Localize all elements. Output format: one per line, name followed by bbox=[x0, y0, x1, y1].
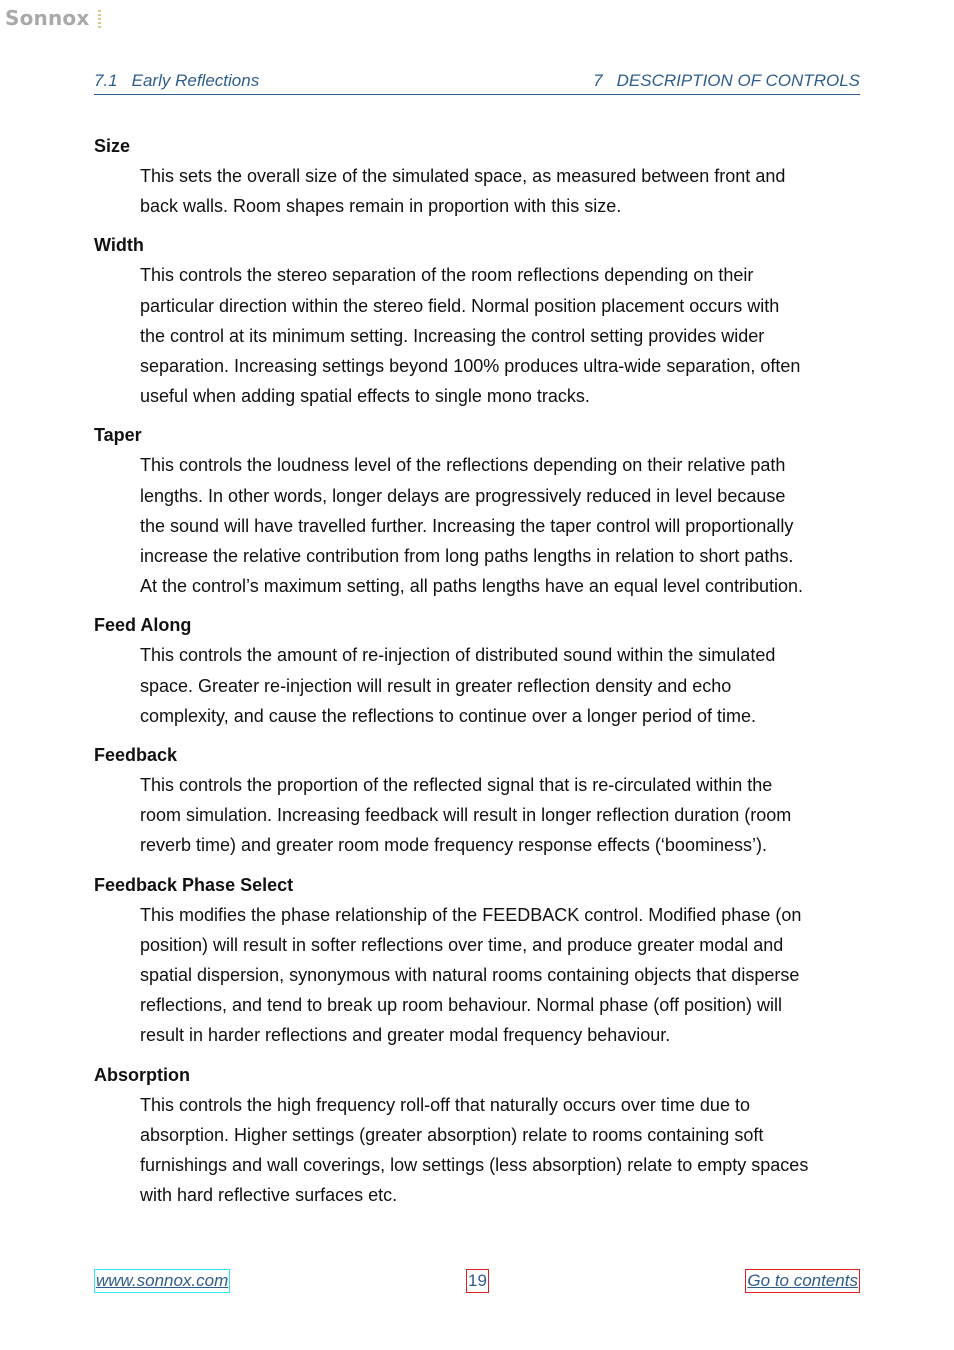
page-footer bbox=[94, 1269, 860, 1293]
entry-body: This modifies the phase relationship of the FEEDBACK control. Modified phase (on position) will result in softer reflections over time, and produce greater modal and spatial dispersion, synonymous with natural rooms containing objects that disperse reflections, and tend to break up room behaviour. Normal phase (off position) will result in harder reflections and greater modal frequency behaviour. bbox=[140, 904, 802, 1046]
running-header bbox=[94, 70, 860, 95]
logo-dots-icon bbox=[98, 10, 101, 28]
sonnox-logo: Sonnox bbox=[5, 6, 90, 30]
entry-body: This controls the proportion of the reflected signal that is re-circulated within the room simulation. Increasing feedback will result in longer reflection duration (room reverb time) and greater room mode frequency response effects (‘boominess’). bbox=[140, 775, 792, 856]
entry-taper bbox=[94, 420, 864, 601]
page-number-link[interactable]: 19 bbox=[466, 1269, 489, 1293]
entry-title: Size bbox=[94, 136, 131, 156]
chapter-heading bbox=[593, 70, 860, 92]
section-heading bbox=[94, 70, 259, 92]
entry-body: This controls the loudness level of the reflections depending on their relative path lengths. In other words, longer delays are progressively reduced in level because the sound will have travelled further. Increasing the taper control will proportionally increase the relative contribution from long paths lengths in relation to short paths. At the control’s maximum setting, all paths lengths have an equal level contribution. bbox=[140, 455, 804, 597]
entry-title: Absorption bbox=[94, 1064, 190, 1085]
section-title: Early Reflections bbox=[131, 71, 260, 90]
entry-body: This sets the overall size of the simulated space, as measured between front and back walls. Room shapes remain in proportion with this size. bbox=[140, 166, 786, 217]
entry-feed-along bbox=[94, 610, 864, 731]
entry-title: Feedback bbox=[94, 745, 178, 766]
controls-description-list bbox=[94, 131, 864, 1219]
chapter-number: 7 bbox=[593, 71, 603, 90]
entry-title: Feed Along bbox=[94, 615, 192, 636]
entry-title: Feedback Phase Select bbox=[94, 874, 294, 895]
entry-body: This controls the high frequency roll-off that naturally occurs over time due to absorption. Higher settings (greater absorption) relate to rooms containing soft furnishings and wall coverings, low settings (less absorption) relate to empty spaces with hard reflective surfaces etc. bbox=[140, 1094, 809, 1206]
entry-size bbox=[94, 131, 864, 221]
website-link[interactable]: www.sonnox.com bbox=[94, 1269, 230, 1293]
entry-width bbox=[94, 230, 864, 411]
entry-absorption bbox=[94, 1060, 864, 1211]
section-number: 7.1 bbox=[94, 71, 118, 90]
entry-feedback-phase-select bbox=[94, 870, 864, 1051]
entry-title: Width bbox=[94, 235, 144, 256]
entry-body: This controls the stereo separation of the room reflections depending on their particular direction within the stereo field. Normal position placement occurs with the control at its minimum setting. Increasing the control setting provides wider separation. Increasing settings beyond 100% produces ultra-wide separation, often useful when adding spatial effects to single mono tracks. bbox=[140, 265, 801, 407]
go-to-contents-link[interactable]: Go to contents bbox=[745, 1269, 860, 1293]
entry-feedback bbox=[94, 740, 864, 861]
chapter-title: DESCRIPTION OF CONTROLS bbox=[616, 71, 860, 90]
entry-body: This controls the amount of re-injection of distributed sound within the simulated space. Greater re-injection will result in greater reflection density and echo complexity, and cause the reflections to continue over a longer period of time. bbox=[140, 645, 776, 726]
entry-title: Taper bbox=[94, 425, 142, 446]
